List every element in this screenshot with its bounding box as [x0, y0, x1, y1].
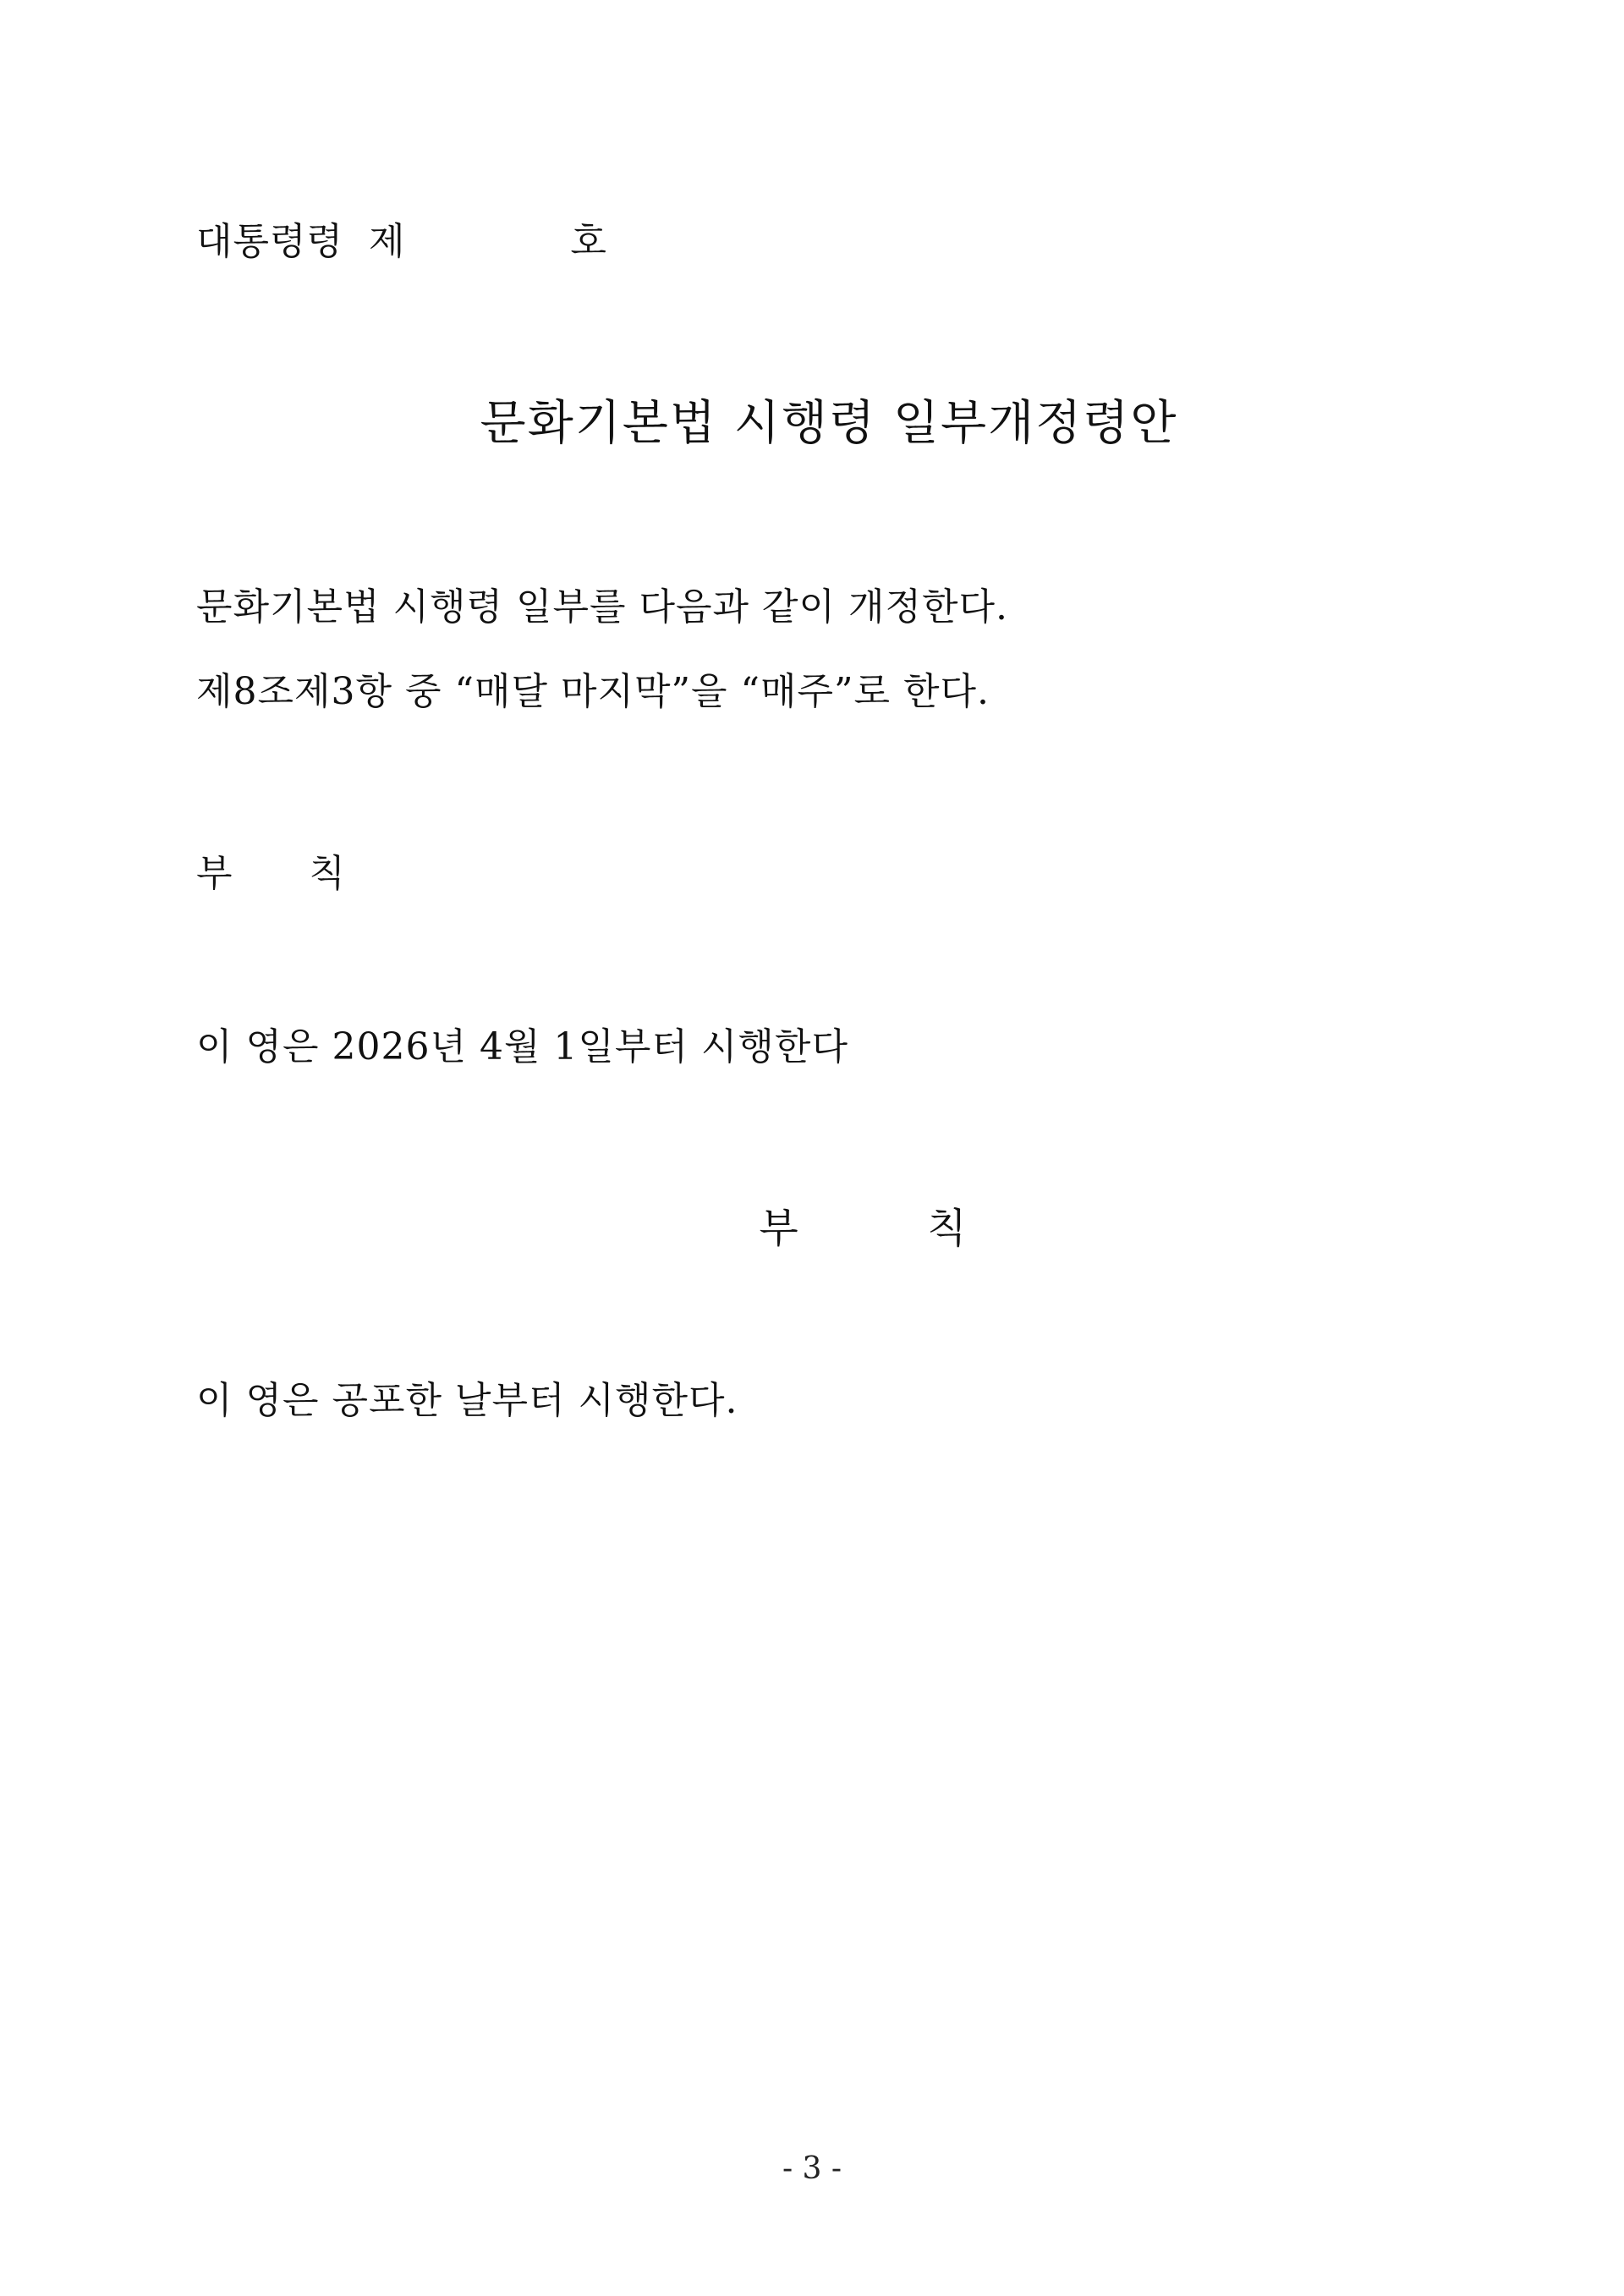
addenda-heading-2: 부 칙 — [759, 1205, 967, 1252]
addenda-text-2: 이 영은 공포한 날부터 시행한다. — [196, 1379, 738, 1422]
document-title: 문화기본법 시행령 일부개정령안 — [480, 396, 1178, 451]
page-number: - 3 - — [782, 2151, 842, 2186]
addenda-text-1: 이 영은 2026년 4월 1일부터 시행한다 — [196, 1025, 848, 1068]
decree-number: 대통령령 제 호 — [196, 220, 607, 263]
amendment-clause: 제8조제3항 중 “매달 마지막”을 “매주”로 한다. — [196, 670, 990, 713]
amendment-intro: 문화기본법 시행령 일부를 다음과 같이 개정한다. — [196, 585, 1008, 629]
addenda-heading-1: 부 칙 — [196, 852, 346, 895]
